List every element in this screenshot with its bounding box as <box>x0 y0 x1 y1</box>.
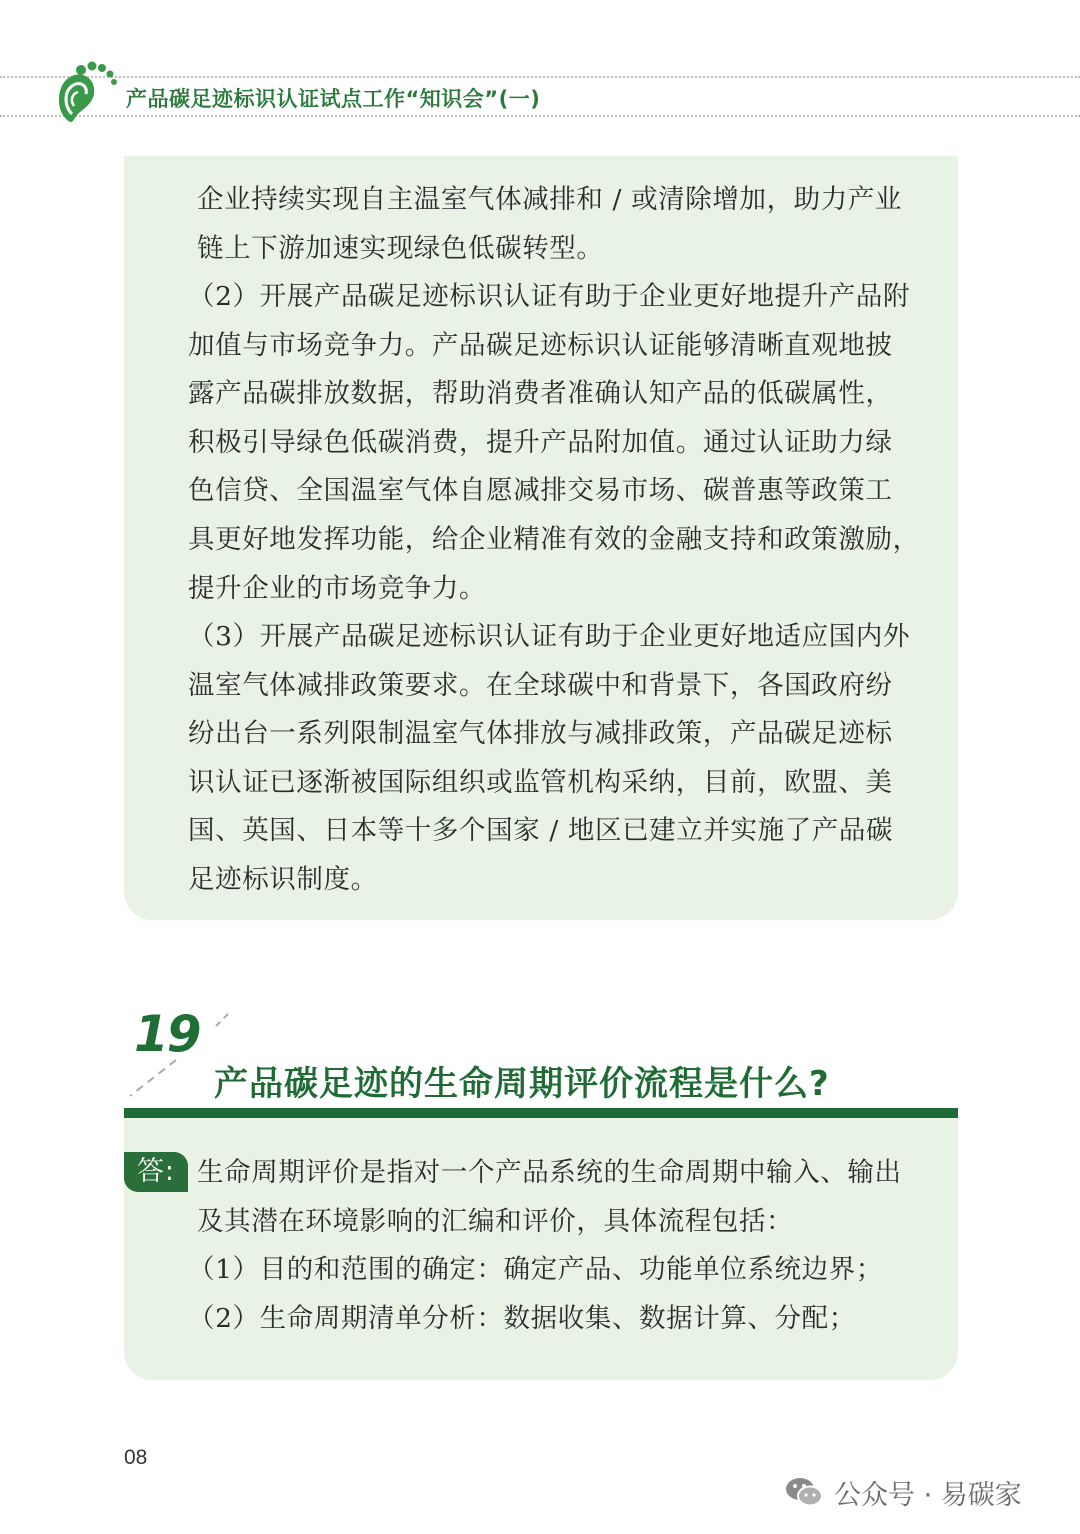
header-dotted-line-top <box>0 76 1080 78</box>
page-number: 08 <box>124 1446 148 1469</box>
question-divider <box>124 1108 958 1118</box>
header-title: 产品碳足迹标识认证试点工作“知识会”(一) <box>126 87 541 111</box>
question-title: 产品碳足迹的生命周期评价流程是什么? <box>214 1064 830 1104</box>
header-dotted-line-bottom <box>0 115 1080 117</box>
watermark-text: 公众号 · 易碳家 <box>834 1479 1022 1511</box>
answer-step-2: （2）生命周期清单分析：数据收集、数据计算、分配； <box>188 1303 856 1334</box>
answer-paragraph-intro: 生命周期评价是指对一个产品系统的生命周期中输入、输出 及其潜在环境影响的汇编和评价，具体流程包括： <box>197 1157 902 1237</box>
answer-badge: 答: <box>124 1152 188 1192</box>
question-number: 19 <box>134 1005 200 1063</box>
answer-step-1: （1）目的和范围的确定：确定产品、功能单位系统边界； <box>188 1254 883 1285</box>
paragraph-intro: 企业持续实现自主温室气体减排和 / 或清除增加，助力产业 链上下游加速实现绿色低碳转型。 <box>197 184 903 264</box>
footprint-logo-icon <box>52 56 120 126</box>
paragraph-point-2: （2）开展产品碳足迹标识认证有助于企业更好地提升产品附 加值与市场竞争力。产品碳足迹标识认证能够清晰直观地披 露产品碳排放数据，帮助消费者准确认知产品的低碳属性， 积极引导绿色低碳消费，提升产品附加值。通过认证助力绿 色信贷、全国温室气体自愿减排交易市场、碳普惠等政策工 具更好地发挥功能，给企业精准有效的金融支持和政策激励， 提升企业的市场竞争力。 <box>188 281 920 604</box>
watermark <box>784 1474 1022 1510</box>
paragraph-point-3: （3）开展产品碳足迹标识认证有助于企业更好地适应国内外 温室气体减排政策要求。在全球碳中和背景下，各国政府纷 纷出台一系列限制温室气体排放与减排政策，产品碳足迹标 识认证已逐渐被国际组织或监管机构采纳，目前，欧盟、美 国、英国、日本等十多个国家 / 地区已建立并实施了产品碳 足迹标识制度。 <box>188 621 911 895</box>
wechat-icon <box>784 1475 824 1509</box>
